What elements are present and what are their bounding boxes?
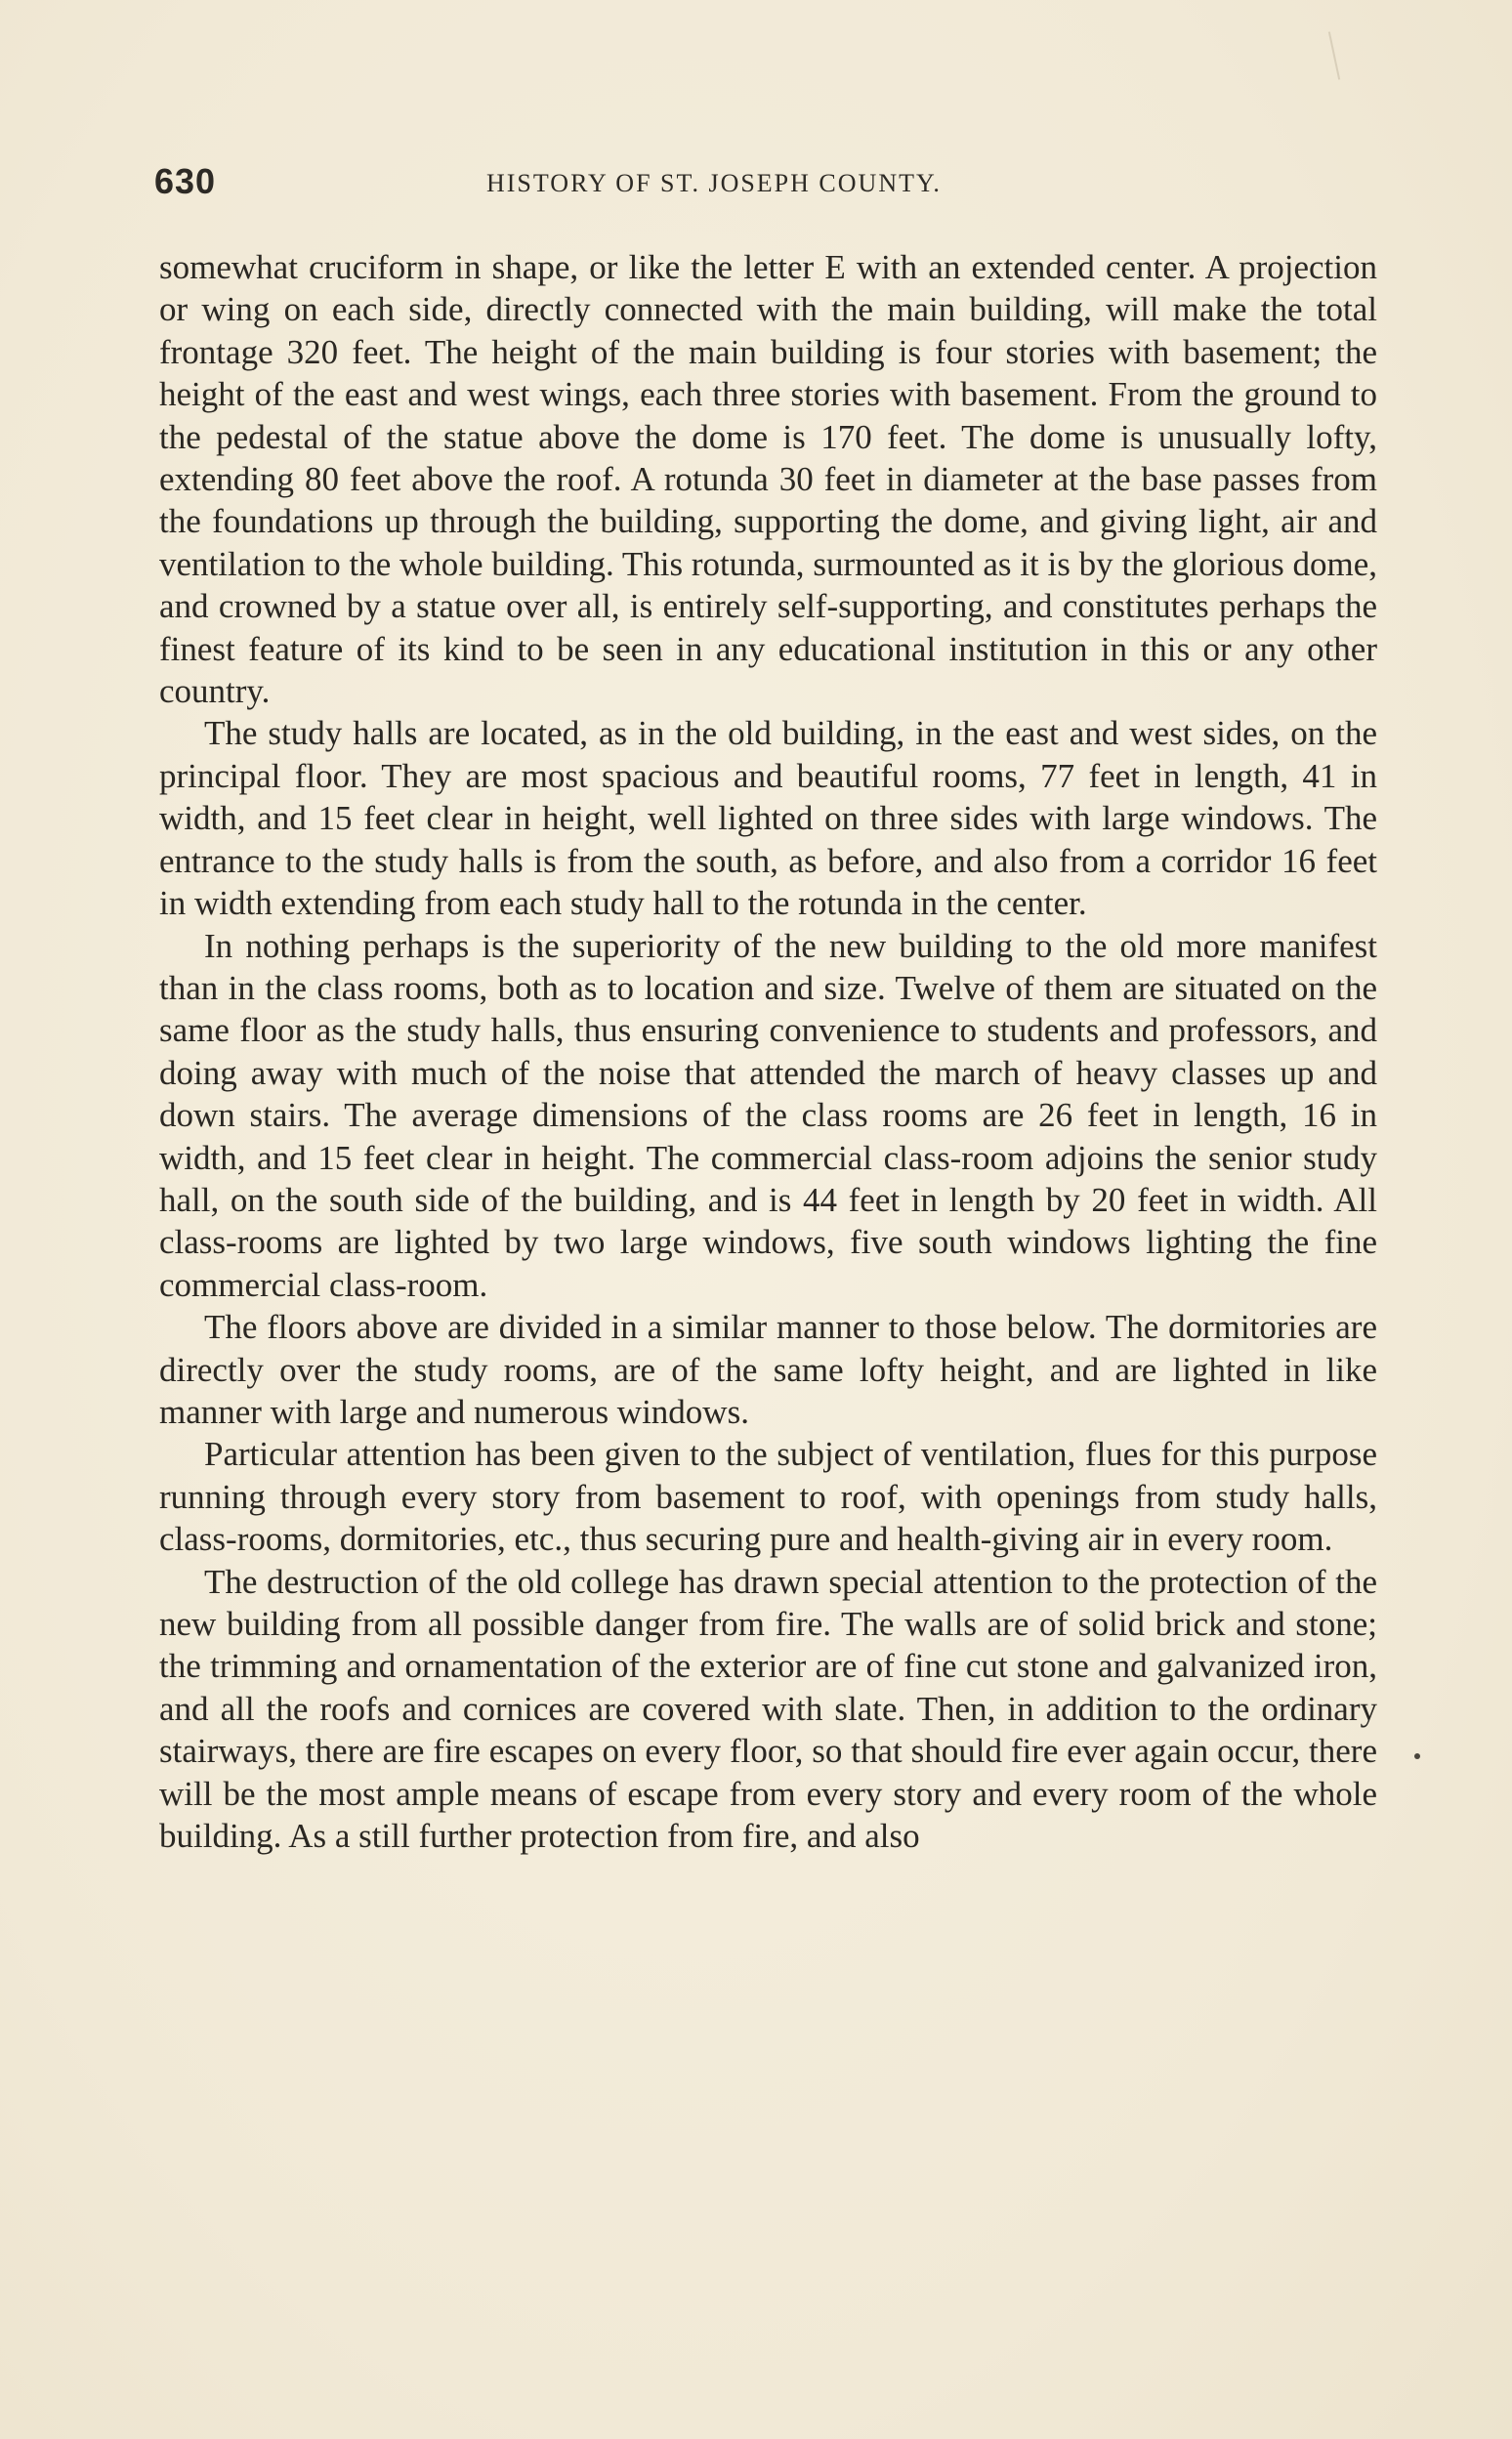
running-title: HISTORY OF ST. JOSEPH COUNTY.	[486, 169, 942, 197]
paragraph-continued: somewhat cruciform in shape, or like the letter E with an extended center. A projection or wing on each side, directly connected with the main building, will make the total frontage 320 feet. The height of the main building is four stories with basement; the height of the east and west wings, each three stories with basement. From the ground to the pedestal of the statue above the dome is 170 feet. The dome is unusually lofty, extending 80 feet above the roof. A rotunda 30 feet in diameter at the base passes from the foundations up through the building, supporting the dome, and giving light, air and ventilation to the whole building. This rotunda, surmounted as it is by the glorious dome, and crowned by a statue over all, is entirely self-supporting, and constitutes perhaps the finest feature of its kind to be seen in any educational institution in this or any other country.	[159, 248, 1377, 711]
paragraph-study-halls: The study halls are located, as in the old building, in the east and west sides, on the principal floor. They are most spacious and beautiful rooms, 77 feet in length, 41 in width, and 15 feet clear in height, well lighted on three sides with large windows. The entrance to the study halls is from the south, as before, and also from a corridor 16 feet in width extending from each study hall to the rotunda in the center.	[159, 714, 1377, 923]
paragraph-ventilation: Particular attention has been given to the subject of ventilation, flues for this purpose running through every story from basement to roof, with openings from study halls, class-rooms, dormitories, etc., thus securing pure and health-giving air in every room.	[159, 1435, 1377, 1559]
paragraph-dormitories: The floors above are divided in a similar manner to those below. The dormitories are directly over the study rooms, are of the same lofty height, and are lighted in like manner with large and numerous windows.	[159, 1308, 1377, 1431]
paragraph-class-rooms: In nothing perhaps is the superiority of the new building to the old more manifest than in the class rooms, both as to location and size. Twelve of them are situated on the same floor as the study halls, thus ensuring convenience to students and professors, and doing away with much of the noise that attended the march of heavy classes up and down stairs. The average dimensions of the class rooms are 26 feet in length, 16 in width, and 15 feet clear in height. The commercial class-room adjoins the senior study hall, on the south side of the building, and is 44 feet in length by 20 feet in width. All class-rooms are lighted by two large windows, five south windows lighting the fine commercial class-room.	[159, 926, 1377, 1304]
page-header	[154, 161, 1377, 206]
ink-speck	[1414, 1753, 1420, 1759]
body-text	[159, 246, 1377, 1857]
paragraph-fire-protection: The destruction of the old college has drawn special attention to the protection of the new building from all possible danger from fire. The walls are of solid brick and stone; the trimming and ornamentation of the exterior are of fine cut stone and galvanized iron, and all the roofs and cornices are covered with slate. Then, in addition to the ordinary stairways, there are fire escapes on every floor, so that should fire ever again occur, there will be the most ample means of escape from every story and every room of the whole building. As a still further protection from fire, and also	[159, 1562, 1377, 1856]
page-number: 630	[154, 161, 217, 201]
paper-edge-mark	[1328, 31, 1340, 79]
